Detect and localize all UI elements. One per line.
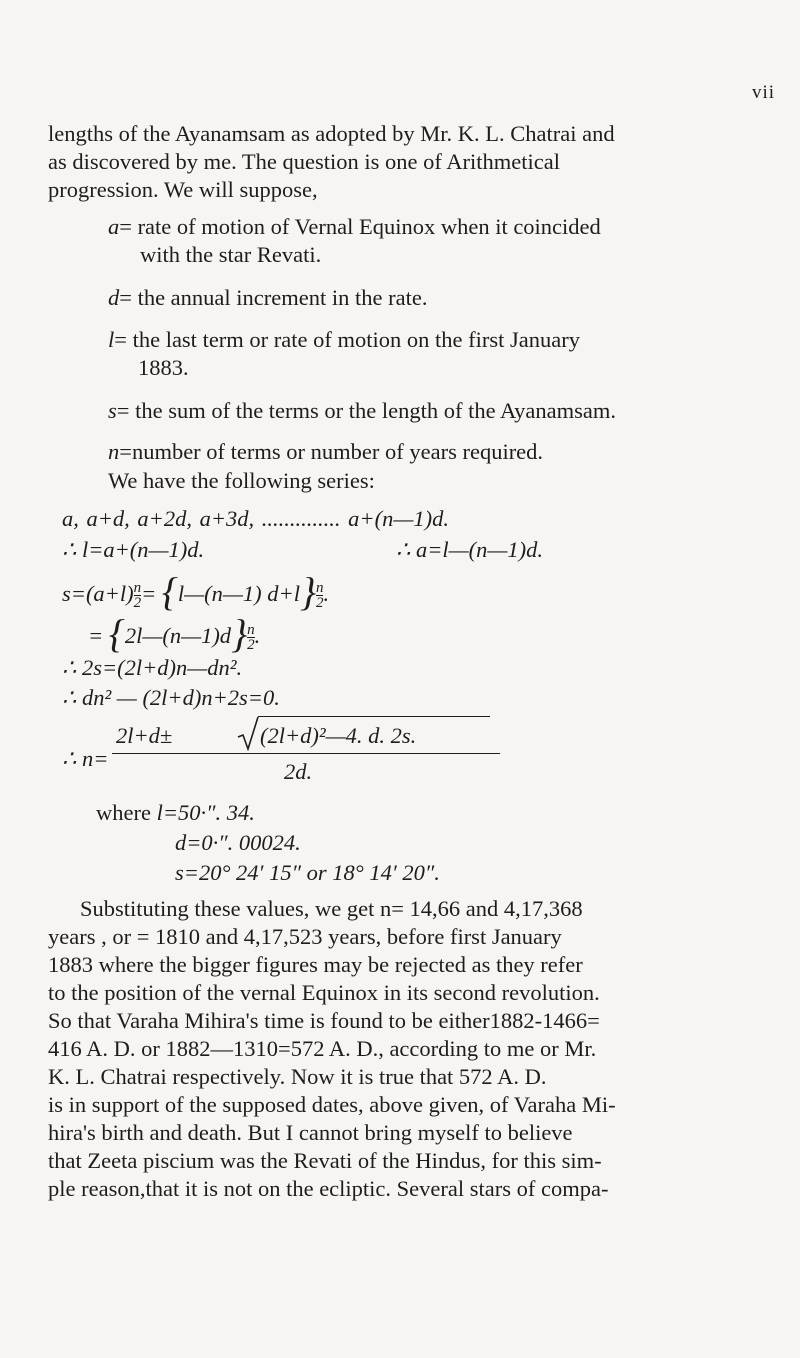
square-root-icon bbox=[236, 715, 260, 751]
definition-a-continuation: with the star Revati. bbox=[140, 242, 322, 267]
definition-text: = the last term or rate of motion on the first January bbox=[114, 327, 580, 352]
definition-s bbox=[108, 397, 616, 425]
where-l bbox=[96, 799, 255, 827]
sum-equation-simplified: = {2l—(n—1)d} $\frac{n}{2}$ . bbox=[88, 611, 261, 656]
right-brace: } bbox=[299, 569, 316, 614]
n-numerator-part-a: 2l+d± bbox=[116, 723, 173, 748]
definition-symbol: d bbox=[108, 285, 120, 310]
sum-equation: s=(a+l) $\frac{n}{2}$ = {l—(n—1) d+l} $\frac{n}{2}$ . bbox=[62, 569, 330, 614]
definition-symbol: n bbox=[108, 439, 120, 464]
definition-symbol: a bbox=[108, 214, 120, 239]
d-value: d=0·″. 00024. bbox=[175, 830, 301, 855]
n-over-two-fraction: $\frac{n}{2}$ bbox=[315, 580, 324, 612]
n-numerator-part-b: (2l+d)²—4. d. 2s. bbox=[260, 723, 417, 748]
n-over-two-fraction: $\frac{n}{2}$ bbox=[133, 580, 142, 612]
quadratic-equation: ∴ dn² — (2l+d)n+2s=0. bbox=[62, 685, 280, 710]
where-label: where bbox=[96, 800, 151, 825]
definition-text: = the sum of the terms or the length of the Ayanamsam. bbox=[116, 398, 617, 423]
intro-line-3: progression. We will suppose, bbox=[48, 177, 318, 202]
a-equation: ∴ a=l—(n—1)d. bbox=[396, 537, 543, 562]
intro-line-1: lengths of the Ayanamsam as adopted by Mr. K. L. Chatrai and bbox=[48, 121, 615, 146]
page-number: vii bbox=[752, 82, 776, 103]
definition-l-continuation: 1883. bbox=[138, 355, 189, 380]
left-brace: { bbox=[108, 611, 125, 656]
sum-lhs: s=(a+l) bbox=[62, 581, 134, 606]
equals-sign: = bbox=[141, 581, 157, 606]
equals-sign: = bbox=[88, 623, 104, 648]
definition-text: = rate of motion of Vernal Equinox when it coincided bbox=[119, 214, 601, 239]
right-brace: } bbox=[231, 611, 248, 656]
n-over-two-fraction: $\frac{n}{2}$ bbox=[247, 622, 255, 654]
definition-l bbox=[108, 326, 580, 354]
fraction-bar bbox=[112, 753, 500, 754]
body-line-3: 1883 where the bigger figures may be rejected as they refer bbox=[48, 952, 583, 977]
body-line-10: that Zeeta piscium was the Revati of the Hindus, for this sim- bbox=[48, 1148, 602, 1173]
n-denominator: 2d. bbox=[284, 759, 313, 784]
s-value: s=20° 24′ 15″ or 18° 14′ 20″. bbox=[175, 860, 440, 885]
body-line-1: Substituting these values, we get n= 14,66 and 4,17,368 bbox=[80, 896, 583, 921]
series-equation: a, a+d, a+2d, a+3d, .............. a+(n—1)d. bbox=[62, 506, 449, 531]
n-lhs: ∴ n= bbox=[62, 746, 109, 771]
body-line-7: K. L. Chatrai respectively. Now it is true that 572 A. D. bbox=[48, 1064, 547, 1089]
sum-braced-term: l—(n—1) d+l bbox=[177, 581, 300, 606]
body-line-4: to the position of the vernal Equinox in its second revolution. bbox=[48, 980, 600, 1005]
definition-a bbox=[108, 213, 601, 241]
definition-text: =number of terms or number of years required. bbox=[119, 439, 544, 464]
body-line-8: is in support of the supposed dates, above given, of Varaha Mi- bbox=[48, 1092, 616, 1117]
sum-simplified-term: 2l—(n—1)d bbox=[124, 623, 232, 648]
l-value: l=50·″. 34. bbox=[156, 800, 255, 825]
left-brace: { bbox=[161, 569, 178, 614]
l-equation: ∴ l=a+(n—1)d. bbox=[62, 537, 205, 562]
definition-symbol: s bbox=[108, 398, 117, 423]
intro-line-2: as discovered by me. The question is one of Arithmetical bbox=[48, 149, 560, 174]
square-root-vinculum bbox=[258, 716, 490, 717]
n-numerator bbox=[116, 722, 172, 750]
body-line-9: hira's birth and death. But I cannot bring myself to believe bbox=[48, 1120, 573, 1145]
series-intro: We have the following series: bbox=[108, 468, 375, 493]
two-s-equation: ∴ 2s=(2l+d)n—dn². bbox=[62, 655, 243, 680]
definition-d bbox=[108, 284, 427, 312]
definition-text: = the annual increment in the rate. bbox=[119, 285, 428, 310]
body-line-6: 416 A. D. or 1882—1310=572 A. D., according to me or Mr. bbox=[48, 1036, 597, 1061]
body-line-2: years , or = 1810 and 4,17,523 years, before first January bbox=[48, 924, 562, 949]
body-line-5: So that Varaha Mihira's time is found to be either1882-1466= bbox=[48, 1008, 600, 1033]
body-line-11: ple reason,that it is not on the ecliptic. Several stars of compa- bbox=[48, 1176, 609, 1201]
definition-symbol: l bbox=[108, 327, 115, 352]
definition-n bbox=[108, 438, 543, 466]
